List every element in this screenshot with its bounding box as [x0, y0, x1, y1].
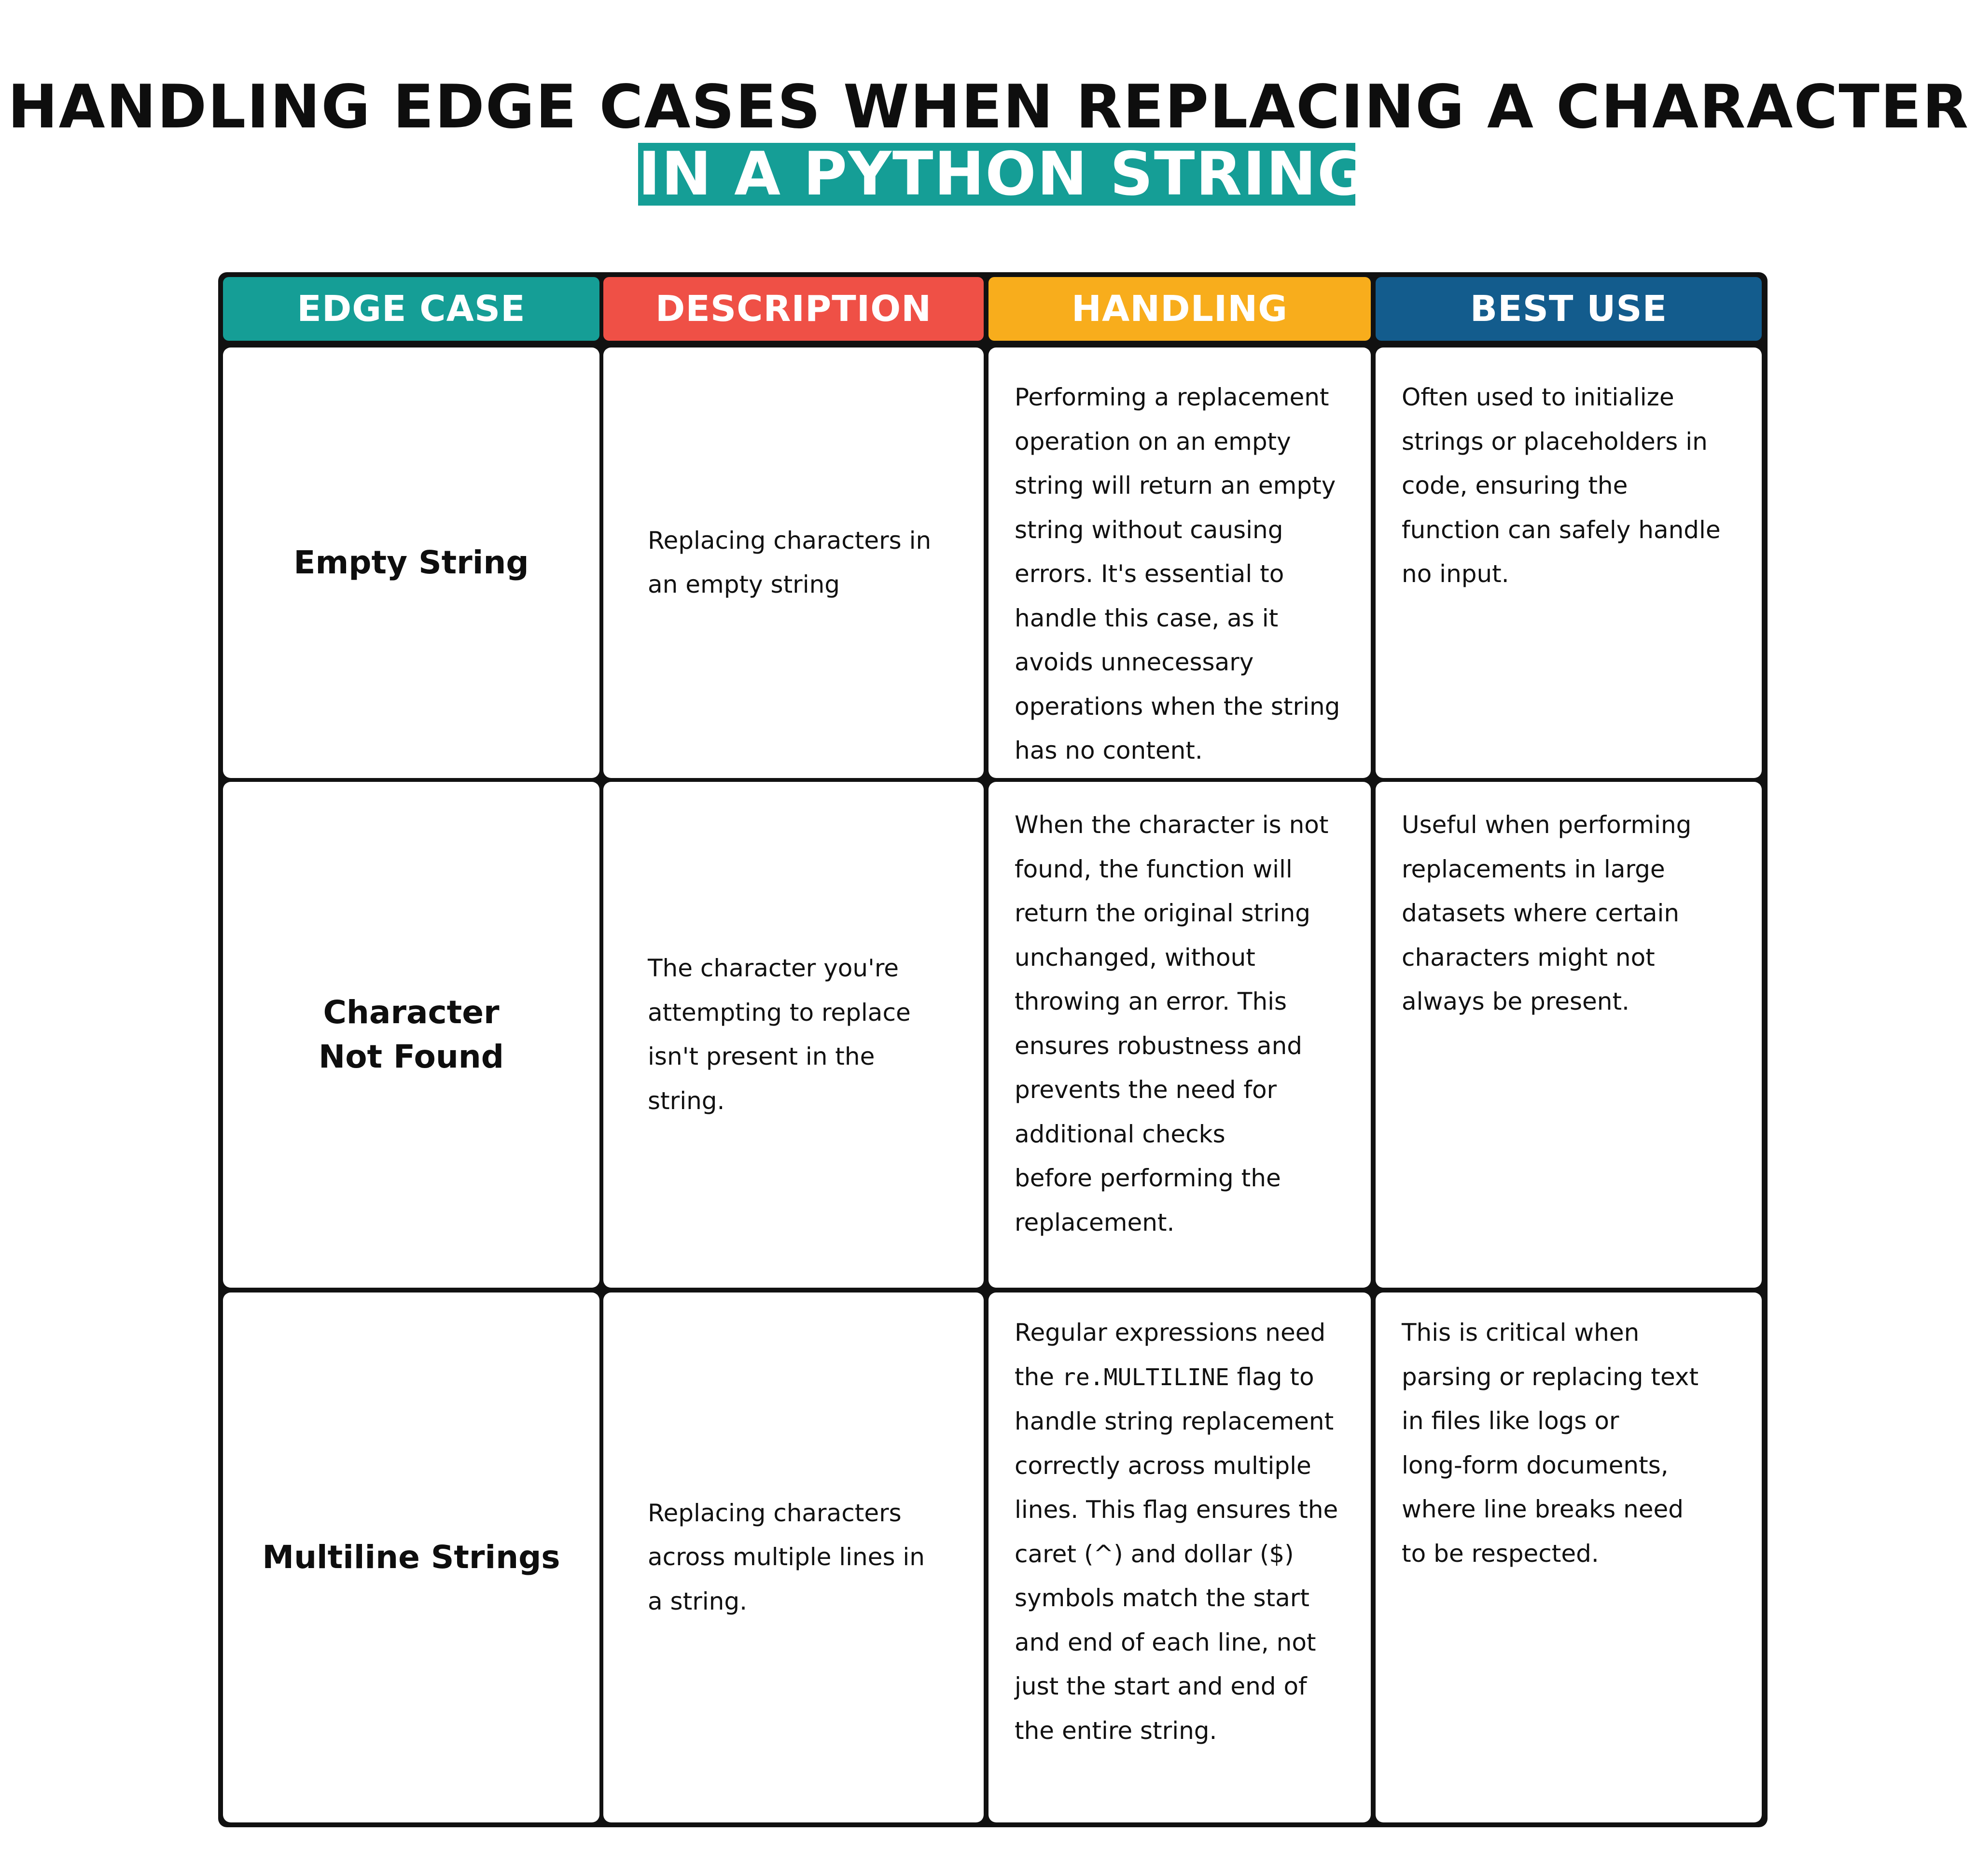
handling-line-1: Regular expressions need	[1015, 1319, 1326, 1347]
table-row-3-best-use	[1376, 1292, 1762, 1822]
header-description: DESCRIPTION	[603, 277, 984, 341]
table-row-3-description	[603, 1292, 984, 1822]
table-row-1-handling	[988, 347, 1371, 778]
code-snippet: re.MULTILINE	[1061, 1363, 1229, 1391]
page-title: HANDLING EDGE CASES WHEN REPLACING A CHARACTER	[7, 72, 1970, 142]
handling-prefix: the	[1015, 1362, 1062, 1391]
description-text: Replacing characters in an empty string	[648, 526, 932, 598]
edge-case-label: Character Not Found	[318, 994, 504, 1075]
table-row-3-handling	[988, 1292, 1371, 1822]
handling-text	[988, 1292, 1348, 1753]
page-subtitle-banner: IN A PYTHON STRING	[638, 139, 1367, 209]
handling-rest: handle string replacement correctly across multiple lines. This flag ensures the caret (^) and dollar ($) symbols match the start and end of each line, not just the start and end of the entire string.	[1015, 1407, 1338, 1745]
best-use-text: This is critical when parsing or replacing text in files like logs or long-form documents, where line breaks need to be respected.	[1402, 1319, 1699, 1568]
handling-text: When the character is not found, the function will return the original string unchanged, without throwing an error. This ensures robustness and prevents the need for additional checks before performing the replacement.	[1015, 811, 1329, 1237]
best-use-text: Useful when performing replacements in large datasets where certain characters might not always be present.	[1402, 811, 1692, 1015]
table-row-2-handling	[988, 782, 1371, 1288]
handling-suffix: flag to	[1229, 1362, 1314, 1391]
table-row-1-best-use	[1376, 347, 1762, 778]
table-row-2-description	[603, 782, 984, 1288]
handling-text: Performing a replacement operation on an empty string will return an empty string without causing errors. It's essential to handle this case, as it avoids unnecessary operations when the string has no content.	[1015, 383, 1340, 764]
table-row-2-edge-case	[223, 782, 599, 1288]
table-row-3-edge-case	[223, 1292, 599, 1822]
description-text: The character you're attempting to replace isn't present in the string.	[648, 954, 911, 1115]
description-text: Replacing characters across multiple lines in a string.	[648, 1499, 925, 1615]
best-use-text: Often used to initialize strings or placeholders in code, ensuring the function can safely handle no input.	[1402, 383, 1721, 588]
table-row-1-edge-case	[223, 347, 599, 778]
header-best-use: BEST USE	[1376, 277, 1762, 341]
header-edge-case: EDGE CASE	[223, 277, 599, 341]
table-row-2-best-use	[1376, 782, 1762, 1288]
edge-case-label: Multiline Strings	[262, 1539, 560, 1576]
edge-case-label: Empty String	[293, 544, 529, 581]
header-handling: HANDLING	[988, 277, 1371, 341]
edge-case-table	[218, 272, 1768, 1827]
table-row-1-description	[603, 347, 984, 778]
